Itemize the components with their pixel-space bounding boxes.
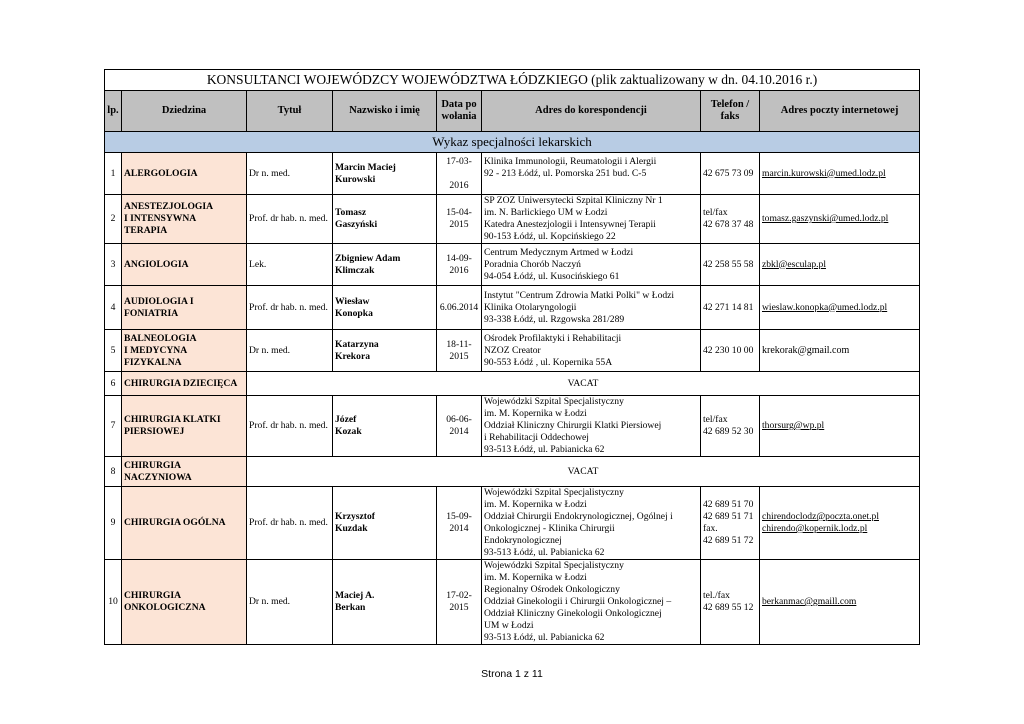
appointment-date <box>437 330 482 372</box>
consultant-name-line: Tomasz <box>335 207 367 218</box>
correspondence-address-line: Klinika Immunologii, Reumatologii i Alergii <box>484 155 657 167</box>
correspondence-address-line: SP ZOZ Uniwersytecki Szpital Kliniczny Nr 1 <box>484 195 663 206</box>
row-number: 5 <box>105 330 122 372</box>
phone-fax-line: 42 689 52 30 <box>703 426 754 437</box>
consultant-name-line: Kozak <box>335 426 362 437</box>
appointment-date-line: 2016 <box>449 179 469 191</box>
table-row <box>105 286 920 330</box>
consultant-name-line: Konopka <box>335 307 373 319</box>
specialty-line: NACZYNIOWA <box>124 471 192 483</box>
email-link-line[interactable]: chirendo@kopernik.lodz.pl <box>762 523 868 534</box>
phone-fax-line: tel./fax <box>703 590 730 601</box>
phone-fax <box>701 244 760 286</box>
appointment-date-line <box>439 168 479 180</box>
academic-title: Dr n. med. <box>247 330 333 372</box>
section-title: Wykaz specjalności lekarskich <box>105 132 920 153</box>
specialty-line: CHIRURGIA <box>124 459 182 471</box>
correspondence-address <box>482 560 701 645</box>
specialty-line: ANESTEZJOLOGIA <box>124 201 214 212</box>
phone-fax <box>701 153 760 195</box>
consultant-name-line: Zbigniew Adam <box>335 252 401 264</box>
correspondence-address <box>482 286 701 330</box>
specialty <box>122 396 247 457</box>
specialty-line: FONIATRIA <box>124 307 179 319</box>
phone-fax <box>701 396 760 457</box>
consultant-name <box>333 153 437 195</box>
appointment-date-line: 2015 <box>449 602 469 613</box>
correspondence-address-line: Endokrynologicznej <box>484 535 562 546</box>
academic-title: Lek. <box>247 244 333 286</box>
correspondence-address-line: UM w Łodzi <box>484 620 534 631</box>
email-link[interactable] <box>760 286 920 330</box>
specialty <box>122 153 247 195</box>
table-row <box>105 244 920 286</box>
specialty <box>122 330 247 372</box>
email-link[interactable] <box>760 330 920 372</box>
correspondence-address-line: Regionalny Ośrodek Onkologiczny <box>484 584 620 595</box>
phone-fax-line: 42 689 51 71 <box>703 511 754 522</box>
consultant-name <box>333 560 437 645</box>
consultants-table <box>104 69 920 645</box>
specialty <box>122 244 247 286</box>
appointment-date <box>437 487 482 560</box>
document-title: KONSULTANCI WOJEWÓDZCY WOJEWÓDZTWA ŁÓDZKIEGO (plik zaktualizowany w dn. 04.10.2016 r.) <box>105 70 920 91</box>
correspondence-address-line: Instytut "Centrum Zdrowia Matki Polki" w Łodzi <box>484 289 675 301</box>
appointment-date <box>437 560 482 645</box>
appointment-date <box>437 244 482 286</box>
appointment-date-line: 2014 <box>449 426 469 437</box>
appointment-date-line: 2016 <box>449 264 469 276</box>
email-link-line[interactable]: marcin.kurowski@umed.lodz.pl <box>762 167 886 179</box>
row-number: 7 <box>105 396 122 457</box>
row-number: 10 <box>105 560 122 645</box>
consultant-name-line: Józef <box>335 414 357 425</box>
specialty-line: TERAPIA <box>124 225 168 236</box>
phone-fax <box>701 195 760 244</box>
correspondence-address-line: im. N. Barlickiego UM w Łodzi <box>484 207 608 218</box>
consultant-name-line: Berkan <box>335 602 366 613</box>
specialty-line: ONKOLOGICZNA <box>124 602 206 613</box>
email-link-line[interactable]: zbkl@esculap.pl <box>762 258 826 270</box>
consultants-sheet <box>104 69 919 645</box>
correspondence-address-line: Onkologicznej - Klinika Chirurgii <box>484 523 615 534</box>
table-row <box>105 396 920 457</box>
specialty-line: CHIRURGIA <box>124 590 182 601</box>
consultant-name <box>333 244 437 286</box>
consultant-name-line: Maciej A. <box>335 590 375 601</box>
appointment-date-line: 15-09- <box>446 511 472 522</box>
email-link-line[interactable]: tomasz.gaszynski@umed.lodz.pl <box>762 213 889 224</box>
consultant-name <box>333 286 437 330</box>
correspondence-address-line: im. M. Kopernika w Łodzi <box>484 572 587 583</box>
appointment-date <box>437 286 482 330</box>
header-email: Adres poczty internetowej <box>760 91 920 132</box>
correspondence-address <box>482 396 701 457</box>
table-row <box>105 487 920 560</box>
vacat-cell: VACAT <box>247 457 920 487</box>
consultant-name-line: Krekora <box>335 350 370 362</box>
appointment-date-line: 2015 <box>449 219 469 230</box>
consultant-name <box>333 330 437 372</box>
appointment-date-line: 15-04- <box>446 207 472 218</box>
specialty-line: CHIRURGIA KLATKI <box>124 414 221 425</box>
appointment-date-line: 06-06- <box>446 414 472 425</box>
header-dziedzina: Dziedzina <box>122 91 247 132</box>
specialty-line: ALERGOLOGIA <box>124 167 198 179</box>
correspondence-address <box>482 195 701 244</box>
academic-title: Prof. dr hab. n. med. <box>247 195 333 244</box>
specialty-line: I INTENSYWNA <box>124 213 197 224</box>
correspondence-address <box>482 244 701 286</box>
appointment-date-line: 14-09- <box>446 252 472 264</box>
table-row <box>105 457 920 487</box>
table-row <box>105 330 920 372</box>
appointment-date <box>437 396 482 457</box>
correspondence-address <box>482 153 701 195</box>
row-number: 1 <box>105 153 122 195</box>
correspondence-address-line: 94-054 Łódź, ul. Kusocińskiego 61 <box>484 270 620 282</box>
appointment-date-line: 6.06.2014 <box>439 301 479 313</box>
appointment-date <box>437 195 482 244</box>
email-link[interactable] <box>760 396 920 457</box>
phone-fax <box>701 487 760 560</box>
correspondence-address-line: 93-513 Łódź, ul. Pabianicka 62 <box>484 632 605 643</box>
appointment-date-line: 2014 <box>449 523 469 534</box>
appointment-date <box>437 153 482 195</box>
email-link-line[interactable]: krekorak@gmail.com <box>762 344 850 356</box>
academic-title: Prof. dr hab. n. med. <box>247 286 333 330</box>
header-tytul: Tytuł <box>247 91 333 132</box>
correspondence-address-line: 92 - 213 Łódź, ul. Pomorska 251 bud. C-5 <box>484 167 647 179</box>
correspondence-address-line: Wojewódzki Szpital Specjalistyczny <box>484 487 624 498</box>
academic-title: Prof. dr hab. n. med. <box>247 396 333 457</box>
correspondence-address-line: 93-513 Łódź, ul. Pabianicka 62 <box>484 444 605 455</box>
header-telefon: Telefon / faks <box>701 91 760 132</box>
correspondence-address-line <box>484 180 698 192</box>
consultant-name-line: Katarzyna <box>335 338 379 350</box>
specialty-line: CHIRURGIA OGÓLNA <box>124 517 226 528</box>
phone-fax <box>701 286 760 330</box>
correspondence-address-line: Katedra Anestezjologii i Intensywnej Terapii <box>484 219 656 230</box>
email-link[interactable] <box>760 195 920 244</box>
row-number: 6 <box>105 372 122 396</box>
phone-fax-line: 42 678 37 48 <box>703 219 754 230</box>
academic-title: Dr n. med. <box>247 153 333 195</box>
email-link[interactable] <box>760 244 920 286</box>
consultant-name-line: Marcin Maciej <box>335 161 396 173</box>
specialty <box>122 372 247 396</box>
table-row <box>105 195 920 244</box>
specialty <box>122 457 247 487</box>
consultant-name-line: Kuzdak <box>335 523 368 534</box>
specialty <box>122 560 247 645</box>
phone-fax <box>701 560 760 645</box>
correspondence-address-line: Centrum Medycznym Artmed w Łodzi <box>484 246 634 258</box>
correspondence-address-line: 93-338 Łódź, ul. Rzgowska 281/289 <box>484 313 625 325</box>
header-nazwisko: Nazwisko i imię <box>333 91 437 132</box>
header-adres: Adres do korespondencji <box>482 91 701 132</box>
consultant-name <box>333 487 437 560</box>
header-data <box>437 91 482 132</box>
header-lp: lp. <box>105 91 122 132</box>
correspondence-address-line: 90-153 Łódź, ul. Kopcińskiego 22 <box>484 231 616 242</box>
table-row <box>105 153 920 195</box>
correspondence-address-line: Oddział Kliniczny Ginekologii Onkologicznej <box>484 608 662 619</box>
email-link-line[interactable]: wieslaw.konopka@umed.lodz.pl <box>762 301 888 313</box>
specialty-line: BALNEOLOGIA <box>124 332 197 344</box>
row-number: 4 <box>105 286 122 330</box>
phone-fax-line: 42 689 51 72 <box>703 535 754 546</box>
table-row <box>105 372 920 396</box>
academic-title: Prof. dr hab. n. med. <box>247 487 333 560</box>
specialty-line: PIERSIOWEJ <box>124 426 185 437</box>
consultant-name-line: Gaszyński <box>335 219 378 230</box>
phone-fax <box>701 330 760 372</box>
specialty-line: I MEDYCYNA <box>124 344 188 356</box>
correspondence-address-line: Oddział Kliniczny Chirurgii Klatki Piersiowej <box>484 420 662 431</box>
appointment-date-line: 17-03- <box>446 155 472 167</box>
row-number: 3 <box>105 244 122 286</box>
phone-fax-line: 42 271 14 81 <box>703 301 754 313</box>
phone-fax-line: tel/fax <box>703 207 728 218</box>
header-row <box>105 91 920 132</box>
consultant-name-line: Wiesław <box>335 295 370 307</box>
academic-title: Dr n. med. <box>247 560 333 645</box>
specialty-line: FIZYKALNA <box>124 356 182 368</box>
email-link[interactable] <box>760 153 920 195</box>
phone-fax-line: 42 258 55 58 <box>703 258 754 270</box>
row-number: 8 <box>105 457 122 487</box>
specialty-line: ANGIOLOGIA <box>124 258 189 270</box>
appointment-date-line: 2015 <box>449 350 469 362</box>
phone-fax-line: fax. <box>703 523 718 534</box>
phone-fax-line: 42 689 51 70 <box>703 499 754 510</box>
correspondence-address-line: Oddział Chirurgii Endokrynologicznej, Ogólnej i <box>484 511 673 522</box>
header-data-text: Data powołania <box>441 99 477 122</box>
correspondence-address-line: 93-513 Łódź, ul. Pabianicka 62 <box>484 547 605 558</box>
table-row <box>105 560 920 645</box>
consultant-name <box>333 195 437 244</box>
page-footer: Strona 1 z 11 <box>481 668 543 680</box>
email-link[interactable] <box>760 487 920 560</box>
specialty <box>122 487 247 560</box>
specialty <box>122 286 247 330</box>
correspondence-address-line: im. M. Kopernika w Łodzi <box>484 408 587 419</box>
email-link-line[interactable]: thorsurg@wp.pl <box>762 420 825 431</box>
phone-fax-line: 42 689 55 12 <box>703 602 754 613</box>
phone-fax-line: tel/fax <box>703 414 728 425</box>
correspondence-address-line: Klinika Otolaryngologii <box>484 301 577 313</box>
specialty <box>122 195 247 244</box>
email-link-line[interactable]: chirendoclodz@poczta.onet.pl <box>762 511 879 522</box>
phone-fax-line: 42 230 10 00 <box>703 344 754 356</box>
correspondence-address-line: Oddział Ginekologii i Chirurgii Onkologicznej – <box>484 596 672 607</box>
row-number: 2 <box>105 195 122 244</box>
correspondence-address-line: NZOZ Creator <box>484 344 541 356</box>
consultant-name <box>333 396 437 457</box>
consultant-name-line: Krzysztof <box>335 511 375 522</box>
correspondence-address-line: im. M. Kopernika w Łodzi <box>484 499 587 510</box>
vacat-cell: VACAT <box>247 372 920 396</box>
specialty-line: AUDIOLOGIA I <box>124 295 194 307</box>
appointment-date-line: 18-11- <box>446 338 472 350</box>
consultant-name-line: Klimczak <box>335 264 375 276</box>
correspondence-address <box>482 487 701 560</box>
phone-fax-line: 42 675 73 09 <box>703 167 754 179</box>
email-link-line[interactable]: berkanmac@gmaill.com <box>762 596 857 607</box>
correspondence-address-line: Wojewódzki Szpital Specjalistyczny <box>484 396 624 407</box>
specialty-line: CHIRURGIA DZIECIĘCA <box>124 377 238 389</box>
correspondence-address-line: 90-553 Łódź , ul. Kopernika 55A <box>484 356 613 368</box>
row-number: 9 <box>105 487 122 560</box>
correspondence-address <box>482 330 701 372</box>
correspondence-address-line: i Rehabilitacji Oddechowej <box>484 432 589 443</box>
consultant-name-line: Kurowski <box>335 173 376 185</box>
email-link[interactable] <box>760 560 920 645</box>
correspondence-address-line: Wojewódzki Szpital Specjalistyczny <box>484 560 624 571</box>
correspondence-address-line: Poradnia Chorób Naczyń <box>484 258 581 270</box>
appointment-date-line: 17-02- <box>446 590 472 601</box>
correspondence-address-line: Ośrodek Profilaktyki i Rehabilitacji <box>484 332 622 344</box>
